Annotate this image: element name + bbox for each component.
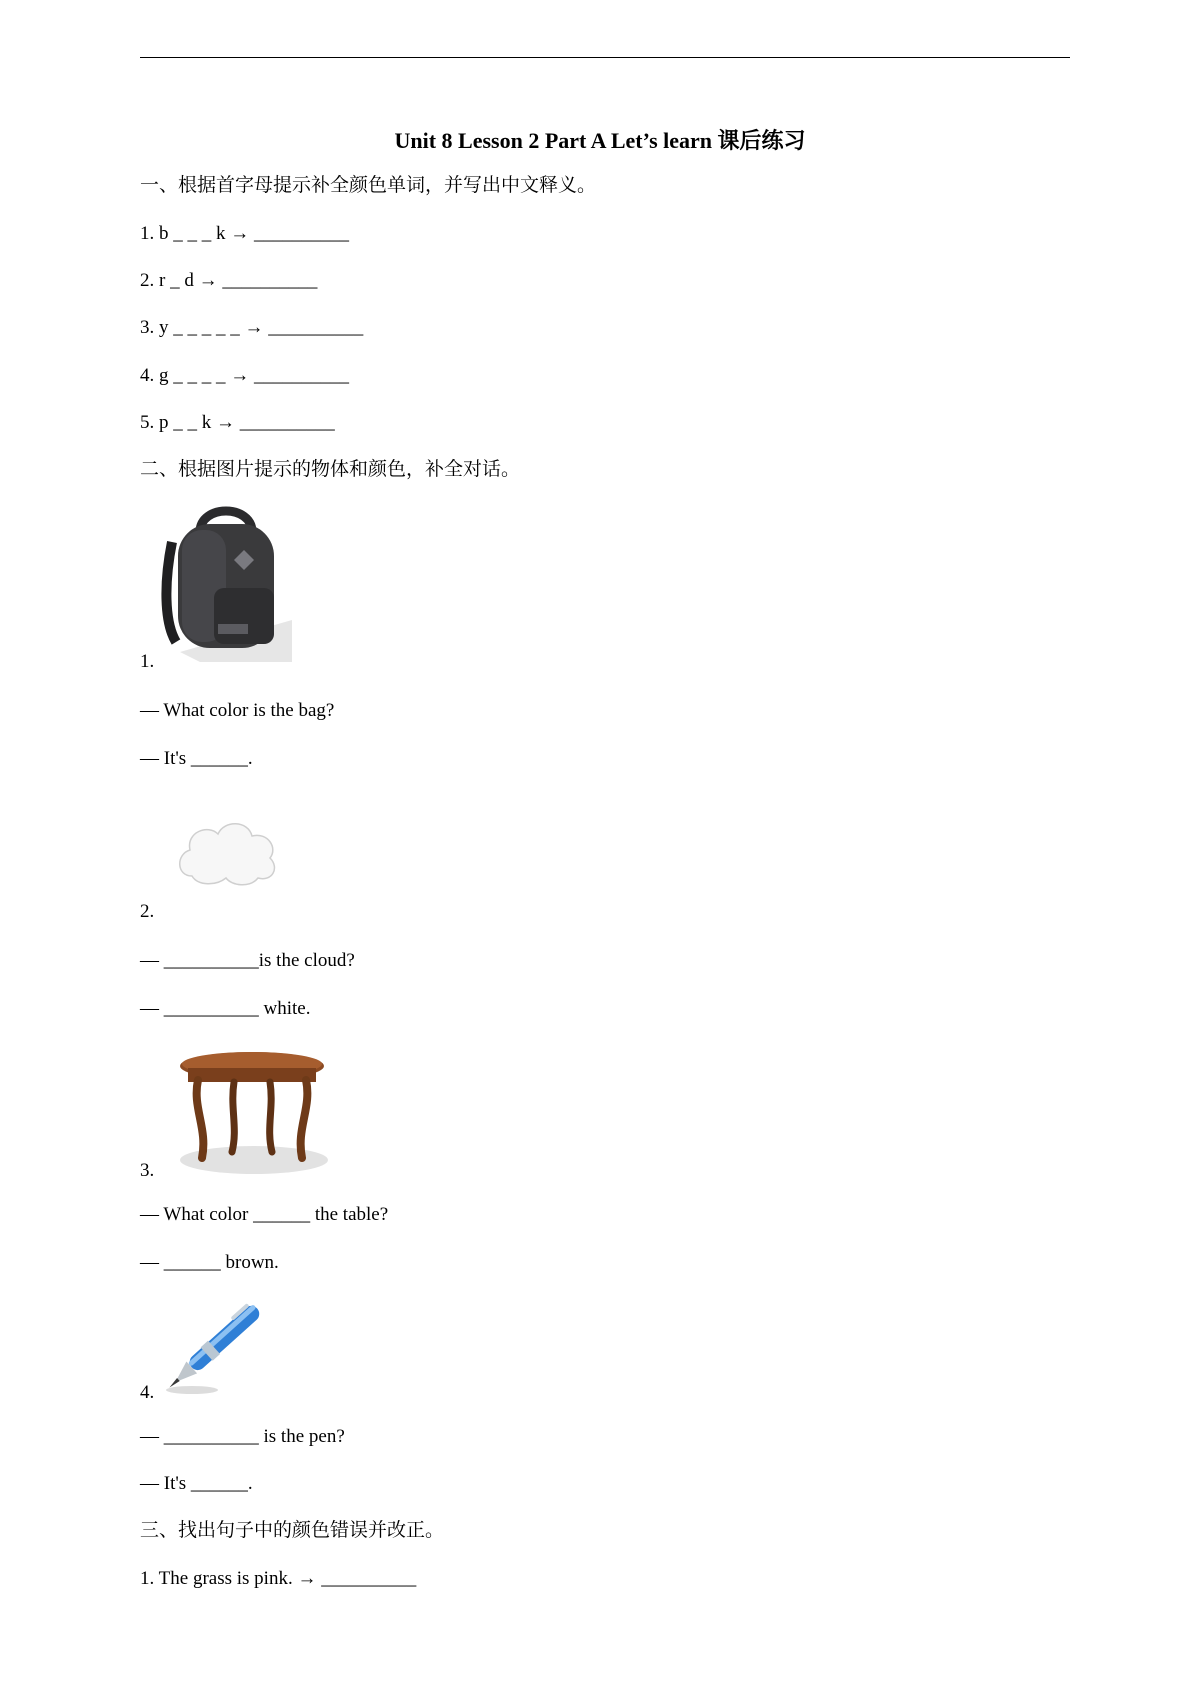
section-2-item-2-answer: — __________ white.: [140, 998, 311, 1019]
section-2-item-4-answer: — It's ______.: [140, 1473, 253, 1494]
section-2-item-3-answer: — ______ brown.: [140, 1252, 279, 1273]
backpack-icon: [160, 502, 292, 662]
section-1-item-3: 3. y _ _ _ _ _ → __________: [140, 317, 364, 338]
section-3-heading: 三、找出句子中的颜色错误并改正。: [140, 1520, 445, 1541]
section-2-item-1-question: — What color is the bag?: [140, 700, 335, 721]
section-2-item-3-number: 3.: [140, 1160, 155, 1181]
header-rule: [140, 57, 1070, 58]
cloud-icon: [178, 818, 278, 888]
section-1-item-4: 4. g _ _ _ _ → __________: [140, 365, 349, 386]
pen-icon: [162, 1286, 278, 1398]
section-2-heading: 二、根据图片提示的物体和颜色，补全对话。: [140, 459, 521, 480]
section-2-item-3-question: — What color ______ the table?: [140, 1204, 389, 1225]
section-2-item-1-number: 1.: [140, 651, 155, 672]
page-title: Unit 8 Lesson 2 Part A Let’s learn 课后练习: [394, 128, 806, 153]
section-2-item-2-question: — __________is the cloud?: [140, 950, 355, 971]
table-icon: [174, 1048, 330, 1176]
section-2-item-4-question: — __________ is the pen?: [140, 1426, 345, 1447]
section-3-item-1: 1. The grass is pink. → __________: [140, 1568, 417, 1589]
section-2-item-4-number: 4.: [140, 1382, 155, 1403]
section-2-item-1-answer: — It's ______.: [140, 748, 253, 769]
section-2-item-2-number: 2.: [140, 901, 155, 922]
section-1-heading: 一、根据首字母提示补全颜色单词，并写出中文释义。: [140, 175, 597, 196]
section-1-item-2: 2. r _ d → __________: [140, 270, 318, 291]
section-1-item-1: 1. b _ _ _ k → __________: [140, 223, 349, 244]
section-1-item-5: 5. p _ _ k → __________: [140, 412, 335, 433]
